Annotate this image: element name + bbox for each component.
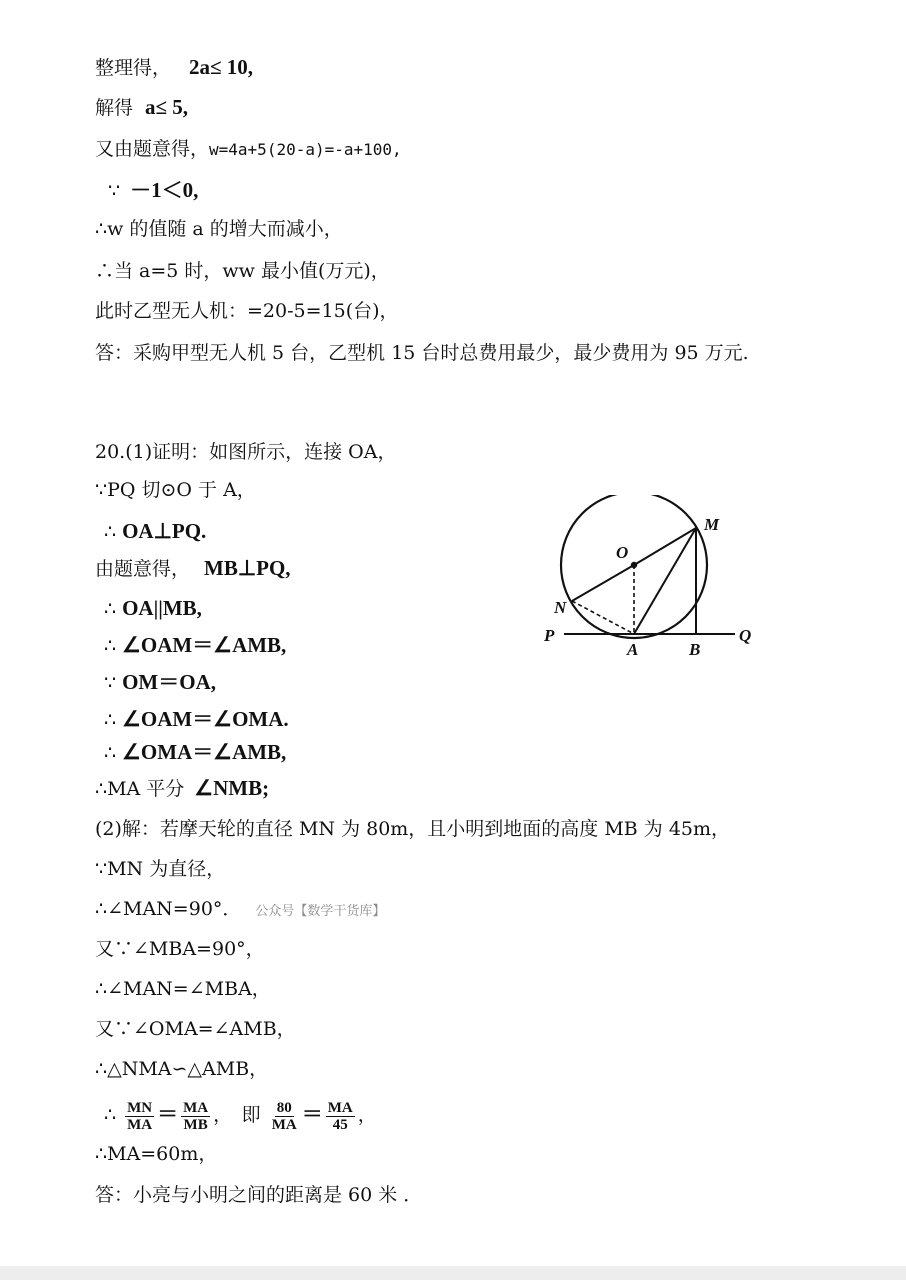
page-bottom-edge [0, 1266, 906, 1280]
equals-sign: ＝ [157, 1102, 179, 1126]
fraction-ma-45 [326, 1100, 355, 1133]
label-n: N [554, 598, 567, 617]
line-28-text: 答：小亮与小明之间的距离是 60 米 ． [95, 1184, 423, 1206]
line-21-text: ∴∠MAN=90°． [95, 898, 242, 920]
segment-ma [634, 528, 696, 634]
line-26-end: ， [357, 1104, 377, 1126]
fraction-mn-ma [125, 1100, 154, 1133]
line-14 [104, 633, 286, 658]
line-25 [95, 1057, 268, 1081]
segment-na-dashed [572, 601, 634, 634]
line-5 [95, 217, 343, 241]
label-p: P [544, 626, 555, 645]
line-1-text: 整理得， [95, 57, 172, 79]
line-13 [104, 596, 202, 621]
line-9-text: 20.(1)证明：如图所示，连接 OA， [95, 441, 397, 463]
line-26 [104, 1096, 377, 1133]
line-10-text: ∵PQ 切⊙O 于 A， [95, 479, 256, 501]
geometry-figure [530, 495, 770, 670]
fraction-numerator: MN [127, 1099, 153, 1116]
line-15-symbol: ∵ [104, 672, 117, 694]
line-23 [95, 977, 271, 1001]
line-15-math: OM＝OA, [122, 670, 216, 694]
fraction-denominator: MA [271, 1116, 297, 1133]
segment-om [634, 528, 696, 565]
line-12-text: 由题意得， [95, 558, 191, 580]
label-q: Q [739, 626, 752, 645]
line-24-text: 又∵∠OMA=∠AMB， [95, 1018, 296, 1040]
watermark: 公众号【数学干货库】 [255, 904, 386, 919]
fraction-80-ma [270, 1100, 299, 1133]
line-16-math: ∠OAM＝∠OMA. [122, 707, 289, 731]
line-19-text: (2)解：若摩天轮的直径 MN 为 80m，且小明到地面的高度 MB 为 45m， [95, 818, 731, 840]
line-4-symbol: ∵ [108, 180, 121, 202]
line-1 [95, 55, 253, 80]
line-11 [104, 519, 206, 544]
line-11-math: OA⊥PQ. [122, 519, 207, 543]
line-17-math: ∠OMA＝∠AMB, [122, 740, 287, 764]
line-27-text: ∴MA=60m， [95, 1143, 218, 1165]
line-12 [95, 556, 291, 581]
line-8-text: 答：采购甲型无人机 5 台，乙型机 15 台时总费用最少，最少费用为 95 万元. [95, 342, 749, 364]
line-7-text: 此时乙型无人机：=20-5=15(台)， [95, 300, 399, 322]
line-14-symbol: ∴ [104, 635, 117, 657]
fraction-denominator: MA [127, 1116, 153, 1133]
line-13-symbol: ∴ [104, 598, 117, 620]
line-3-text: 又由题意得， [95, 138, 210, 160]
line-18-math: ∠NMB; [194, 776, 270, 800]
line-10 [95, 478, 256, 502]
line-24 [95, 1017, 296, 1041]
segment-on [572, 565, 634, 601]
line-18-text: ∴MA 平分 [95, 778, 185, 800]
line-16-symbol: ∴ [104, 709, 117, 731]
line-22 [95, 937, 265, 961]
label-o: O [616, 543, 629, 562]
line-18 [95, 776, 269, 801]
line-6 [95, 259, 390, 283]
fraction-ma-mb [181, 1100, 210, 1133]
line-26-connector: ， 即 [213, 1104, 261, 1126]
fraction-numerator: MA [327, 1099, 353, 1116]
line-23-text: ∴∠MAN=∠MBA， [95, 978, 271, 1000]
line-4-math: －1＜0, [130, 178, 199, 202]
line-27 [95, 1142, 217, 1166]
line-3 [95, 137, 402, 162]
line-14-math: ∠OAM＝∠AMB, [122, 633, 287, 657]
line-12-math: MB⊥PQ, [204, 556, 291, 580]
line-20-text: ∵MN 为直径， [95, 858, 226, 880]
line-17 [104, 740, 286, 765]
line-1-math: 2a≤ 10, [189, 55, 254, 79]
label-a: A [627, 640, 639, 659]
fraction-denominator: MB [183, 1116, 208, 1133]
equals-sign: ＝ [301, 1102, 323, 1126]
line-11-symbol: ∴ [104, 521, 117, 543]
line-25-text: ∴△NMA∽△AMB， [95, 1058, 269, 1080]
line-4 [108, 178, 198, 203]
line-20 [95, 857, 225, 881]
label-b: B [689, 640, 701, 659]
line-8 [95, 341, 749, 365]
fraction-numerator: 80 [276, 1099, 292, 1116]
line-6-text: ∴当 a=5 时，ww 最小值(万元)， [95, 260, 390, 282]
line-2-math: a≤ 5, [145, 95, 189, 119]
line-26-symbol: ∴ [104, 1104, 117, 1126]
line-2-text: 解得 [95, 97, 134, 119]
line-13-math: OA||MB, [122, 596, 202, 620]
fraction-numerator: MA [183, 1099, 209, 1116]
line-9 [95, 440, 396, 464]
line-19 [95, 817, 730, 841]
line-5-text: ∴w 的值随 a 的增大而减小， [95, 218, 343, 240]
center-point-o [631, 562, 637, 568]
line-2 [95, 95, 188, 120]
line-7 [95, 299, 399, 323]
line-3-math: w=4a+5(20-a)=-a+100, [209, 140, 402, 159]
line-22-text: 又∵∠MBA=90°， [95, 938, 265, 960]
fraction-denominator: 45 [332, 1116, 348, 1133]
line-17-symbol: ∴ [104, 742, 117, 764]
line-16 [104, 707, 289, 732]
line-21 [95, 897, 385, 924]
line-15 [104, 670, 216, 695]
line-28 [95, 1183, 422, 1207]
label-m: M [704, 515, 720, 534]
